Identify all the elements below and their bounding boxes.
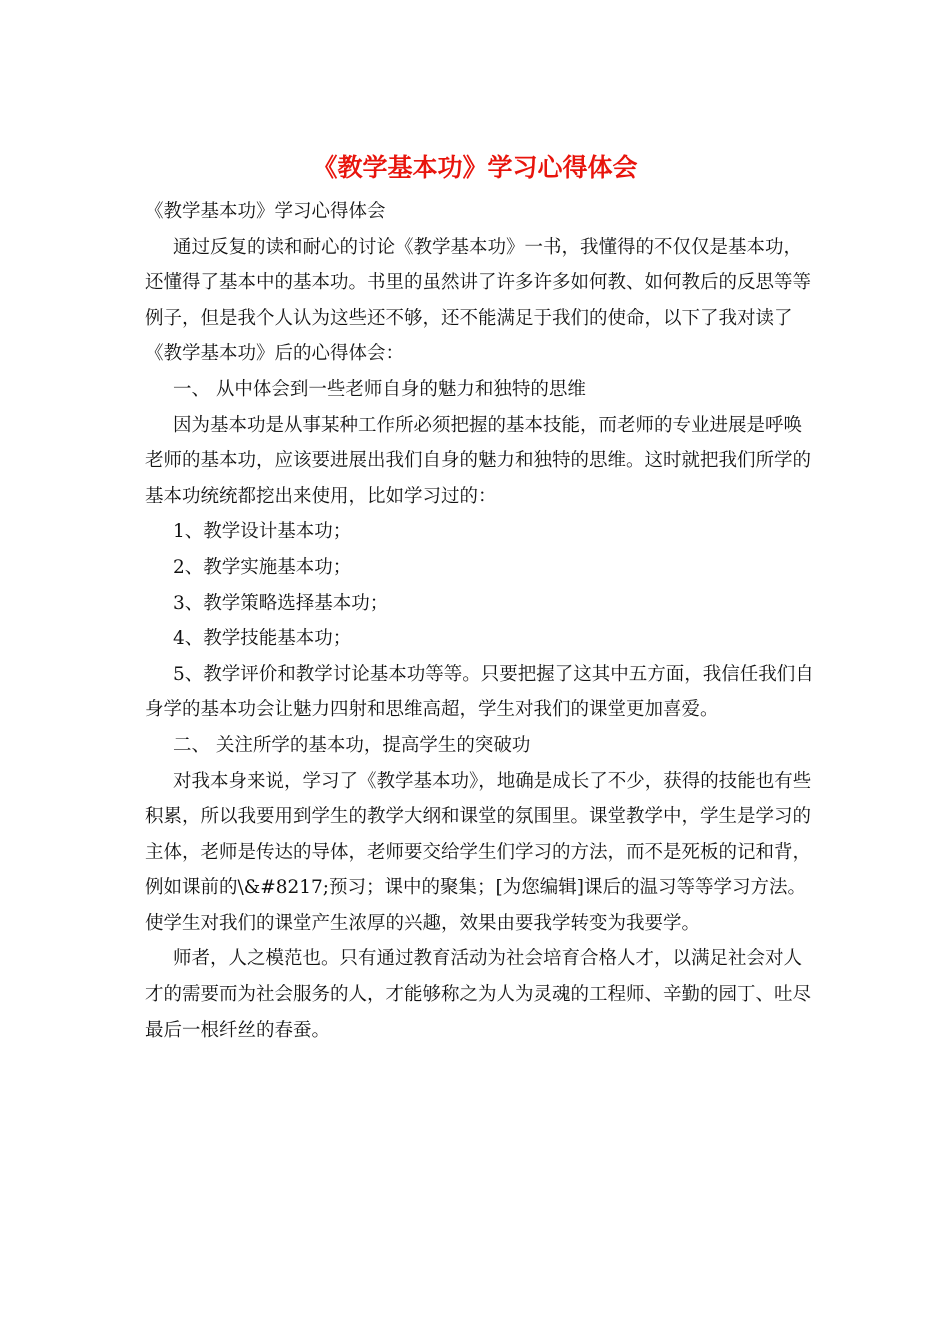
list-item: 4、教学技能基本功； <box>173 628 352 650</box>
paragraph-intro: 通过反复的读和耐心的讨论《教学基本功》一书，我懂得的不仅仅是基本功，还懂得了基本中的基本功。书里的虽然讲了许多许多如何教、如何教后的反思等等例子，但是我个人认为这些还不够，还不能满足于我们的使命，以下了我对读了《教学基本功》后的心得体会： <box>145 236 812 365</box>
paragraph-closing: 师者，人之模范也。只有通过教育活动为社会培育合格人才，以满足社会对人才的需要而为社会服务的人，才能够称之为人为灵魂的工程师、辛勤的园丁、吐尽最后一根纤丝的春蚕。 <box>145 948 812 1041</box>
paragraph-section-2: 对我本身来说，学习了《教学基本功》，地确是成长了不少，获得的技能也有些积累，所以我要用到学生的教学大纲和课堂的氛围里。课堂教学中，学生是学习的主体，老师是传达的导体，老师要交给学生们学习的方法，而不是死板的记和背，例如课前的\&#8217;预习；课中的聚集；[为您编辑]课后的温习等等学习方法。使学生对我们的课堂产生浓厚的兴趣，效果由要我学转变为我要学。 <box>145 770 812 934</box>
list-item: 5、教学评价和教学讨论基本功等等。只要把握了这其中五方面，我信任我们自身学的基本功会让魅力四射和思维高超，学生对我们的课堂更加喜爱。 <box>145 663 814 721</box>
list-item: 1、教学设计基本功； <box>173 521 352 543</box>
paragraph-section-1: 因为基本功是从事某种工作所必须把握的基本技能，而老师的专业进展是呼唤老师的基本功，应该要进展出我们自身的魅力和独特的思维。这时就把我们所学的基本功统统都挖出来使用，比如学习过的： <box>145 414 812 507</box>
section-heading-1: 一、 从中体会到一些老师自身的魅力和独特的思维 <box>173 378 586 400</box>
document-body <box>145 194 815 1048</box>
subtitle-line: 《教学基本功》学习心得体会 <box>145 201 386 222</box>
section-heading-2: 二、 关注所学的基本功，提高学生的突破功 <box>173 734 531 756</box>
list-item: 2、教学实施基本功； <box>173 556 352 578</box>
document-title: 《教学基本功》学习心得体会 <box>312 153 638 182</box>
list-item: 3、教学策略选择基本功； <box>173 592 389 614</box>
